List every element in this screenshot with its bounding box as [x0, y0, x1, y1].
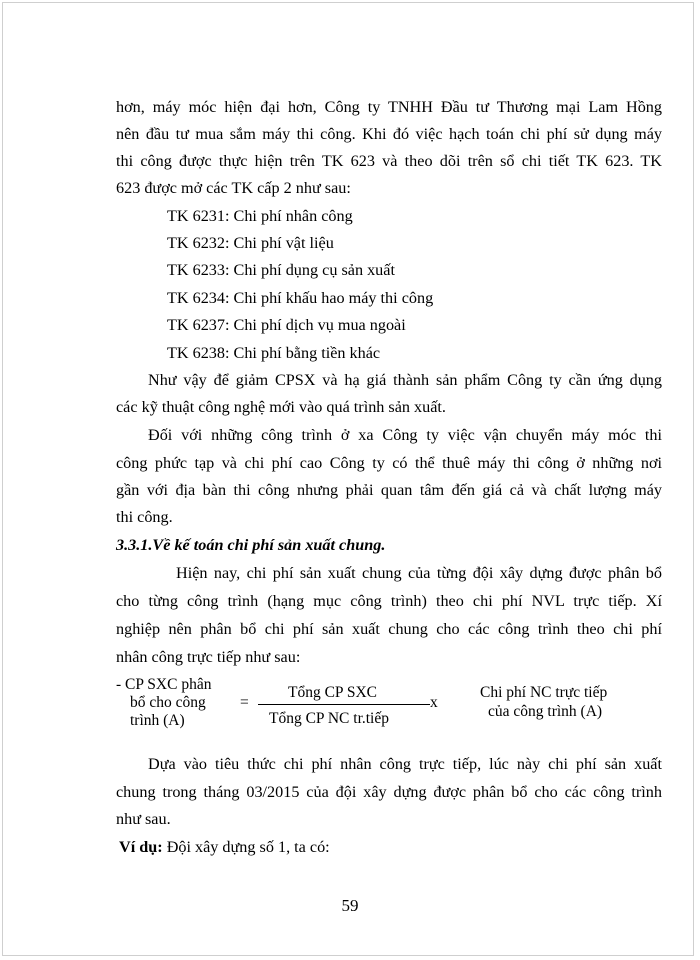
- paragraph-line: thi công.: [116, 508, 173, 526]
- formula-left-line: bổ cho công: [130, 694, 206, 711]
- page-number: 59: [341, 896, 359, 915]
- formula-left-line: trình (A): [130, 712, 185, 729]
- paragraph-line: Dựa vào tiêu thức chi phí nhân công trực tiếp, lúc này chi phí sản xuất: [148, 755, 662, 773]
- formula-right-line: của công trình (A): [488, 703, 603, 720]
- paragraph-line: nên đầu tư mua sắm máy thi công. Khi đó việc hạch toán chi phí sử dụng máy: [116, 125, 662, 143]
- account-item: TK 6231: Chi phí nhân công: [167, 207, 353, 225]
- paragraph-line: cho từng công trình (hạng mục công trình) theo chi phí NVL trực tiếp. Xí: [116, 592, 662, 610]
- paragraph-line: Đối với những công trình ở xa Công ty việc vận chuyển máy móc thi: [148, 426, 662, 444]
- paragraph-line: hơn, máy móc hiện đại hơn, Công ty TNHH Đầu tư Thương mại Lam Hồng: [116, 98, 662, 116]
- formula-right-line: Chi phí NC trực tiếp: [480, 684, 608, 701]
- paragraph-line: gần với địa bàn thi công nhưng phải quan tâm đến giá cả và chất lượng máy: [116, 481, 662, 499]
- paragraph-line: Hiện nay, chi phí sản xuất chung của từng đội xây dựng được phân bổ: [176, 564, 662, 582]
- paragraph-line: nhân công trực tiếp như sau:: [116, 648, 301, 666]
- allocation-formula: [116, 676, 662, 736]
- paragraph-line: thi công được thực hiện trên TK 623 và theo dõi trên sổ chi tiết TK 623. TK: [116, 152, 662, 170]
- paragraph-line: 623 được mở các TK cấp 2 như sau:: [116, 179, 351, 197]
- formula-denominator: Tổng CP NC tr.tiếp: [269, 710, 389, 727]
- example-text: Đội xây dựng số 1, ta có:: [162, 838, 330, 856]
- paragraph-line: như sau.: [116, 810, 171, 828]
- account-item: TK 6232: Chi phí vật liệu: [167, 234, 334, 252]
- account-item: TK 6233: Chi phí dụng cụ sản xuất: [167, 261, 395, 279]
- account-item: TK 6234: Chi phí khấu hao máy thi công: [167, 289, 434, 307]
- section-heading: 3.3.1.Về kế toán chi phí sản xuất chung.: [116, 536, 386, 554]
- formula-left-line: - CP SXC phân: [116, 676, 212, 693]
- formula-times: x: [430, 694, 438, 711]
- paragraph-line: các kỹ thuật công nghệ mới vào quá trình sản xuất.: [116, 398, 446, 416]
- formula-equals: =: [240, 694, 249, 711]
- paragraph-line: công phức tạp và chi phí cao Công ty có thể thuê máy thi công ở những nơi: [116, 454, 662, 472]
- example-label: Ví dụ:: [119, 838, 163, 856]
- paragraph-line: Như vậy để giảm CPSX và hạ giá thành sản phẩm Công ty cần ứng dụng: [148, 371, 662, 389]
- formula-numerator: Tổng CP SXC: [288, 684, 378, 701]
- account-item: TK 6238: Chi phí bằng tiền khác: [167, 344, 381, 362]
- paragraph-line: chung trong tháng 03/2015 của đội xây dựng được phân bổ cho các công trình: [116, 783, 662, 801]
- paragraph-line: nghiệp nên phân bổ chi phí sản xuất chung cho các công trình theo chi phí: [116, 620, 662, 638]
- example-line: [119, 838, 665, 856]
- account-item: TK 6237: Chi phí dịch vụ mua ngoài: [167, 316, 406, 334]
- fraction-bar: [258, 704, 430, 705]
